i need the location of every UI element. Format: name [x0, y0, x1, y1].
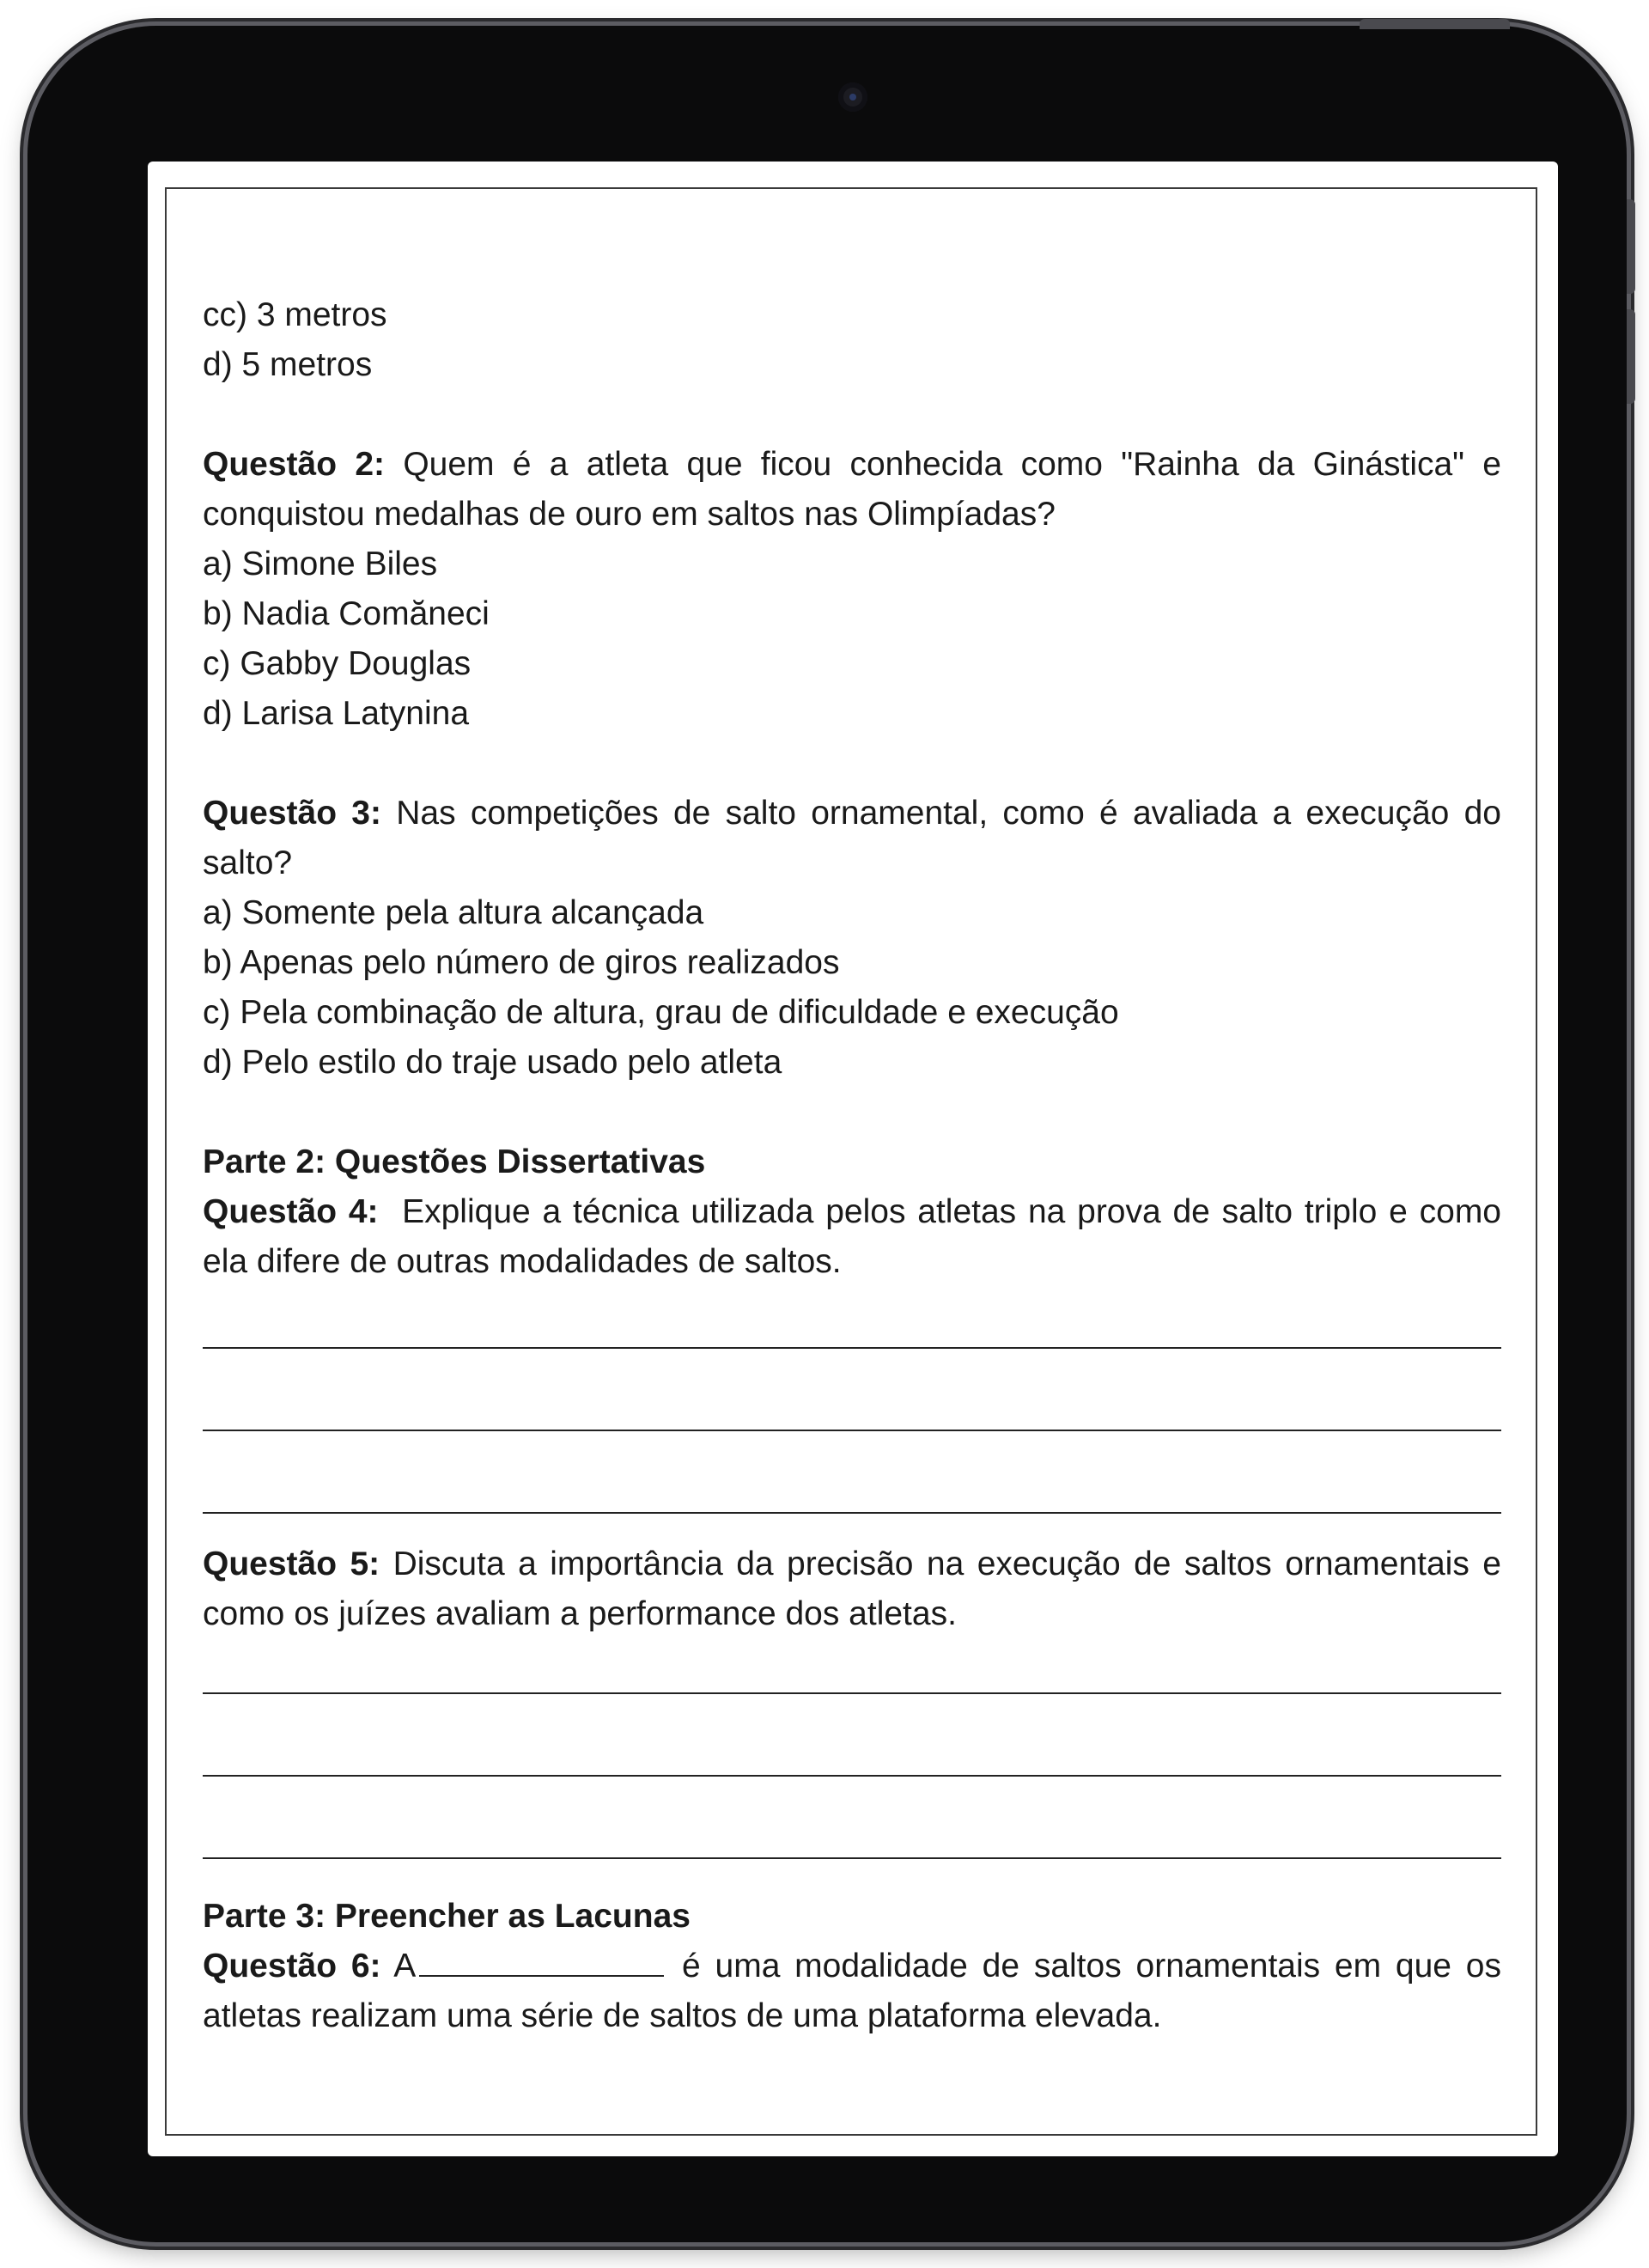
part-2-title-text: Parte 2: Questões Dissertativas [203, 1143, 706, 1180]
q3-option-d: d) Pelo estilo do traje usado pelo atleta [203, 1044, 782, 1081]
top-button [1360, 19, 1510, 29]
answer-line[interactable] [203, 1347, 1501, 1349]
q2-option-a: a) Simone Biles [203, 546, 438, 582]
spacer [203, 1859, 1501, 1892]
question-3-text: Nas competições de salto ornamental, como é avaliada a execução do salto? [203, 795, 1501, 881]
question-4-answer-lines [203, 1347, 1501, 1514]
question-4 [203, 1187, 1501, 1287]
question-5-answer-lines [203, 1692, 1501, 1859]
answer-line[interactable] [203, 1775, 1501, 1777]
fill-in-blank[interactable] [419, 1944, 664, 1977]
question-6-label: Questão 6: [203, 1948, 381, 1984]
q3-option-c: c) Pela combinação de altura, grau de dificuldade e execução [203, 994, 1119, 1031]
question-6-text-after: é uma modalidade de saltos ornamentais em que os atletas realizam uma série de saltos de uma plataforma elevada. [203, 1948, 1501, 2034]
spacer [203, 1088, 1501, 1137]
question-6-text-before: A [393, 1948, 417, 1984]
q2-option-c: c) Gabby Douglas [203, 645, 472, 682]
spacer [203, 739, 1501, 789]
answer-line[interactable] [203, 1430, 1501, 1431]
question-6 [203, 1942, 1501, 2041]
question-4-label: Questão 4: [203, 1193, 379, 1230]
volume-down-button [1627, 309, 1635, 404]
part-3-title-text: Parte 3: Preencher as Lacunas [203, 1898, 691, 1935]
question-3 [203, 789, 1501, 888]
q2-option-b: b) Nadia Comăneci [203, 595, 490, 632]
spacer [203, 390, 1501, 440]
tablet-frame [27, 26, 1627, 2242]
question-5 [203, 1539, 1501, 1639]
worksheet-content [203, 290, 1501, 2041]
part-2-title [203, 1137, 1501, 1187]
question-2-text: Quem é a atleta que ficou conhecida como "Rainha da Ginástica" e conquistou medalhas de ouro em saltos nas Olimpíadas? [203, 446, 1501, 533]
q2-option-d: d) Larisa Latynina [203, 695, 470, 732]
question-4-text: Explique a técnica utilizada pelos atletas na prova de salto triplo e como ela difere de outras modalidades de saltos. [203, 1193, 1501, 1280]
question-5-text: Discuta a importância da precisão na execução de saltos ornamentais e como os juízes avaliam a performance dos atletas. [203, 1546, 1501, 1632]
q1-option-c: cc) 3 metros [203, 296, 387, 333]
q3-option-b: b) Apenas pelo número de giros realizados [203, 944, 840, 981]
front-camera-icon [838, 82, 867, 112]
question-3-label: Questão 3: [203, 795, 381, 832]
screen [148, 162, 1558, 2156]
q1-option-d: d) 5 metros [203, 346, 373, 383]
question-5-label: Questão 5: [203, 1546, 380, 1582]
part-3-title [203, 1892, 1501, 1942]
q3-option-a: a) Somente pela altura alcançada [203, 894, 704, 931]
question-2-label: Questão 2: [203, 446, 386, 483]
volume-up-button [1627, 199, 1635, 294]
question-2 [203, 440, 1501, 540]
answer-line[interactable] [203, 1692, 1501, 1694]
spacer [203, 1514, 1501, 1539]
